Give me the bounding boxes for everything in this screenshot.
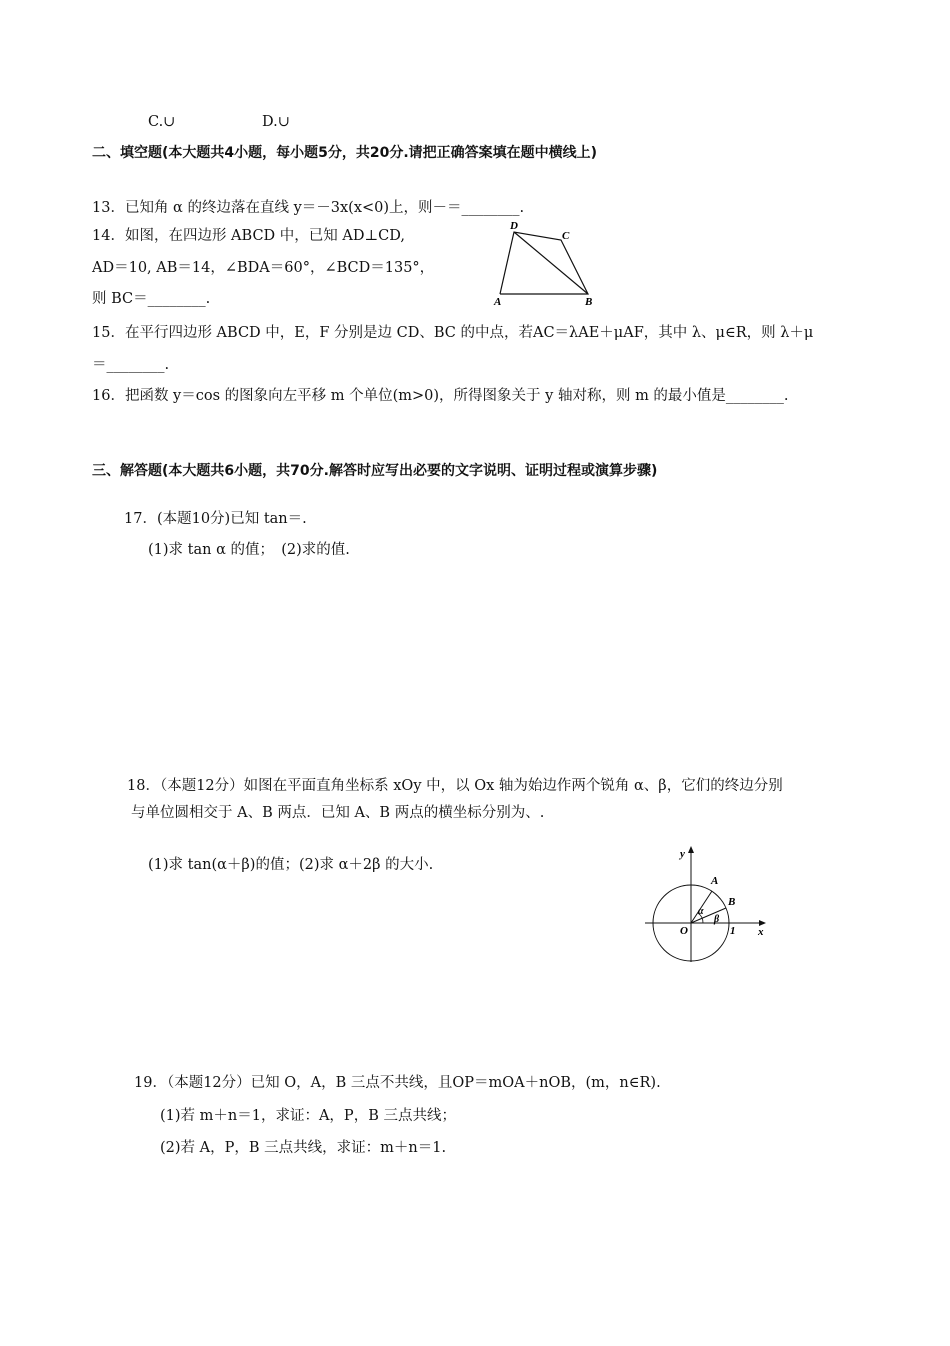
question-13: 13．已知角 α 的终边落在直线 y＝－3x(x<0)上，则－＝________.: [92, 200, 525, 216]
label-d: D: [510, 220, 518, 232]
question-18-line3: (1)求 tan(α＋β)的值；(2)求 α＋2β 的大小.: [148, 857, 434, 873]
question-17-line1: 17．(本题10分)已知 tan＝.: [124, 511, 307, 527]
label-one: 1: [730, 925, 736, 937]
choice-d: D.∪: [262, 114, 290, 130]
question-18-line2: 与单位圆相交于 A、B 两点．已知 A、B 两点的横坐标分别为、.: [131, 805, 545, 821]
label-alpha: α: [698, 906, 704, 917]
question-17-line2: (1)求 tan α 的值； (2)求的值.: [148, 542, 350, 558]
quadrilateral-figure: [488, 218, 600, 308]
label-beta: β: [714, 914, 720, 925]
unit-circle-figure: [640, 842, 770, 967]
label-a: A: [494, 296, 502, 308]
quad-outline: [500, 232, 588, 294]
choice-c: C.∪: [148, 114, 176, 130]
question-19-line2: (1)若 m＋n＝1，求证：A，P，B 三点共线；: [160, 1108, 456, 1124]
y-axis-arrow: [688, 846, 694, 853]
quad-diagonal-db: [514, 232, 588, 294]
label-y: y: [680, 848, 685, 860]
question-14-line1: 14．如图，在四边形 ABCD 中，已知 AD⊥CD,: [92, 228, 405, 244]
section3-heading: 三、解答题(本大题共6小题，共70分.解答时应写出必要的文字说明、证明过程或演算步骤): [92, 463, 658, 479]
label-x: x: [758, 926, 764, 938]
question-19-line3: (2)若 A，P，B 三点共线，求证：m＋n＝1.: [160, 1140, 447, 1156]
question-16: 16．把函数 y＝cos 的图象向左平移 m 个单位(m>0)，所得图象关于 y 轴对称，则 m 的最小值是________.: [92, 388, 789, 404]
label-o: O: [680, 925, 688, 937]
label-c: C: [562, 230, 570, 242]
question-15-line2: ＝________.: [92, 357, 170, 373]
label-a: A: [711, 875, 719, 887]
label-b: B: [728, 896, 736, 908]
question-14-line3: 则 BC＝________.: [92, 291, 211, 307]
question-15-line1: 15．在平行四边形 ABCD 中，E，F 分别是边 CD、BC 的中点，若AC＝λAE＋μAF，其中 λ、μ∈R，则 λ＋μ: [92, 325, 814, 341]
question-14-line2: AD＝10, AB＝14，∠BDA＝60°，∠BCD＝135°，: [92, 260, 435, 276]
section2-heading: 二、填空题(本大题共4小题，每小题5分，共20分.请把正确答案填在题中横线上): [92, 145, 598, 161]
label-b: B: [585, 296, 593, 308]
question-18-line1: 18．（本题12分）如图在平面直角坐标系 xOy 中，以 Ox 轴为始边作两个锐角 α、β，它们的终边分别: [127, 778, 783, 794]
question-19-line1: 19．（本题12分）已知 O，A，B 三点不共线，且OP＝mOA＋nOB，(m，n∈R).: [134, 1075, 661, 1091]
